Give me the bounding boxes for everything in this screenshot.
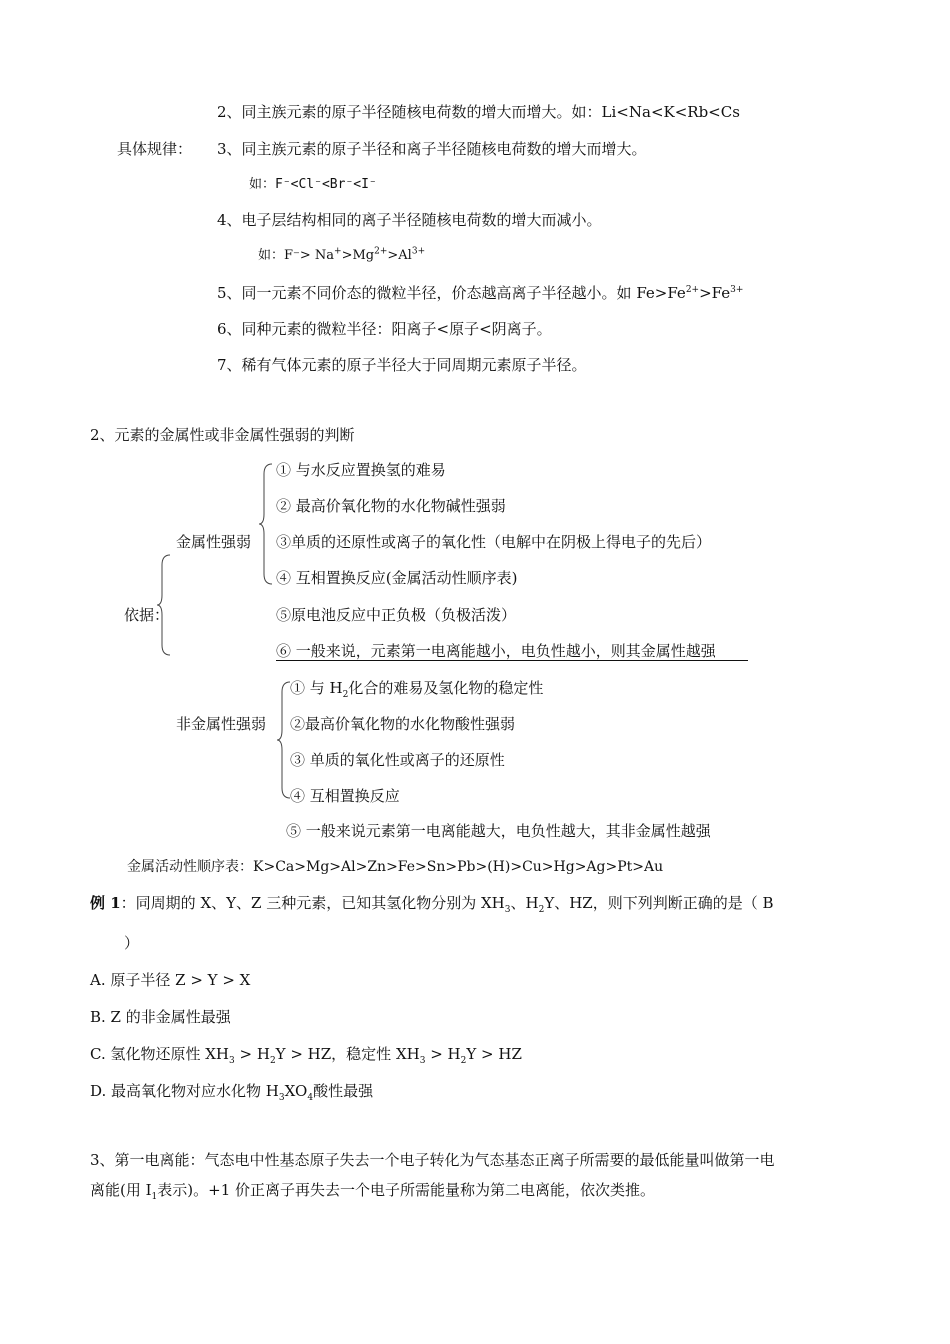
nonmetal-label: 非金属性强弱 [176, 715, 267, 733]
rule-4-example: 如：$F^-> Na^+>Mg^{2+}>Al^{3+}$ [258, 246, 426, 263]
metal-item-3: ③单质的还原性或离子的氧化性（电解中在阴极上得电子的先后） [276, 533, 712, 551]
example-1-question: 例 1：同周期的 X、Y、Z 三种元素，已知其氢化物分别为 $XH_3$、$H_2Y$、HZ，则下列判断正确的是（ B [90, 894, 774, 915]
nonmetal-item-1: ① 与 $H_2$化合的难易及氢化物的稳定性 [290, 679, 544, 700]
nonmetal-item-4: ④ 互相置换反应 [290, 787, 400, 805]
nonmetal-brace [276, 680, 292, 802]
basis-label: 依据： [124, 606, 170, 624]
rule-3: 3、同主族元素的原子半径和离子半径随核电荷数的增大而增大。 [217, 140, 647, 158]
example-label: 例 1 [90, 894, 121, 912]
metal-item-6: ⑥ 一般来说，元素第一电离能越小，电负性越小，则其金属性越强 [276, 641, 748, 661]
specific-rules-label: 具体规律： [117, 140, 193, 158]
option-d: D. 最高氧化物对应水化物 $H_3XO_4$酸性最强 [90, 1082, 374, 1103]
activity-series: 金属活动性顺序表：K>Ca>Mg>Al>Zn>Fe>Sn>Pb>(H)>Cu>Hg>Ag>Pt>Au [127, 859, 664, 875]
rule-5: 5、同一元素不同价态的微粒半径，价态越高离子半径越小。如 $Fe>Fe^{2+}>Fe^{3+}$ [217, 284, 744, 302]
option-c: C. 氢化物还原性 $XH_3 > H_2Y$ > HZ，稳定性 $XH_3 > H_2Y$ > HZ [90, 1045, 522, 1066]
section-3-line-2: 离能(用 $I_1$表示)。+1 价正离子再失去一个电子所需能量称为第二电离能，依次类推。 [90, 1181, 656, 1202]
option-b: B. Z 的非金属性最强 [90, 1008, 231, 1026]
rule-7: 7、稀有气体元素的原子半径大于同周期元素原子半径。 [217, 356, 587, 374]
example-1-close: ） [124, 934, 140, 952]
nonmetal-item-2: ②最高价氧化物的水化物酸性强弱 [290, 715, 516, 733]
section-2-heading: 2、元素的金属性或非金属性强弱的判断 [90, 426, 355, 444]
nonmetal-item-5: ⑤ 一般来说元素第一电离能越大，电负性越大，其非金属性越强 [286, 822, 711, 840]
option-a: A. 原子半径 Z > Y > X [90, 971, 251, 989]
rule-4: 4、电子层结构相同的离子半径随核电荷数的增大而减小。 [217, 211, 602, 229]
metal-brace [258, 462, 274, 587]
section-3-line-1: 3、第一电离能：气态电中性基态原子失去一个电子转化为气态基态正离子所需要的最低能量叫做第一电 [90, 1151, 775, 1169]
nonmetal-item-3: ③ 单质的氧化性或离子的还原性 [290, 751, 505, 769]
rule-3-example: 如：F⁻<Cl⁻<Br⁻<I⁻ [249, 177, 377, 192]
metal-item-2: ② 最高价氧化物的水化物碱性强弱 [276, 497, 506, 515]
rule-6: 6、同种元素的微粒半径：阳离子<原子<阴离子。 [217, 320, 552, 338]
metal-item-4: ④ 互相置换反应(金属活动性顺序表) [276, 569, 518, 587]
metal-item-5: ⑤原电池反应中正负极（负极活泼） [276, 606, 517, 624]
metal-item-1: ① 与水反应置换氢的难易 [276, 461, 446, 479]
metal-label: 金属性强弱 [176, 533, 252, 551]
rule-2: 2、同主族元素的原子半径随核电荷数的增大而增大。如：Li<Na<K<Rb<Cs [217, 103, 740, 121]
